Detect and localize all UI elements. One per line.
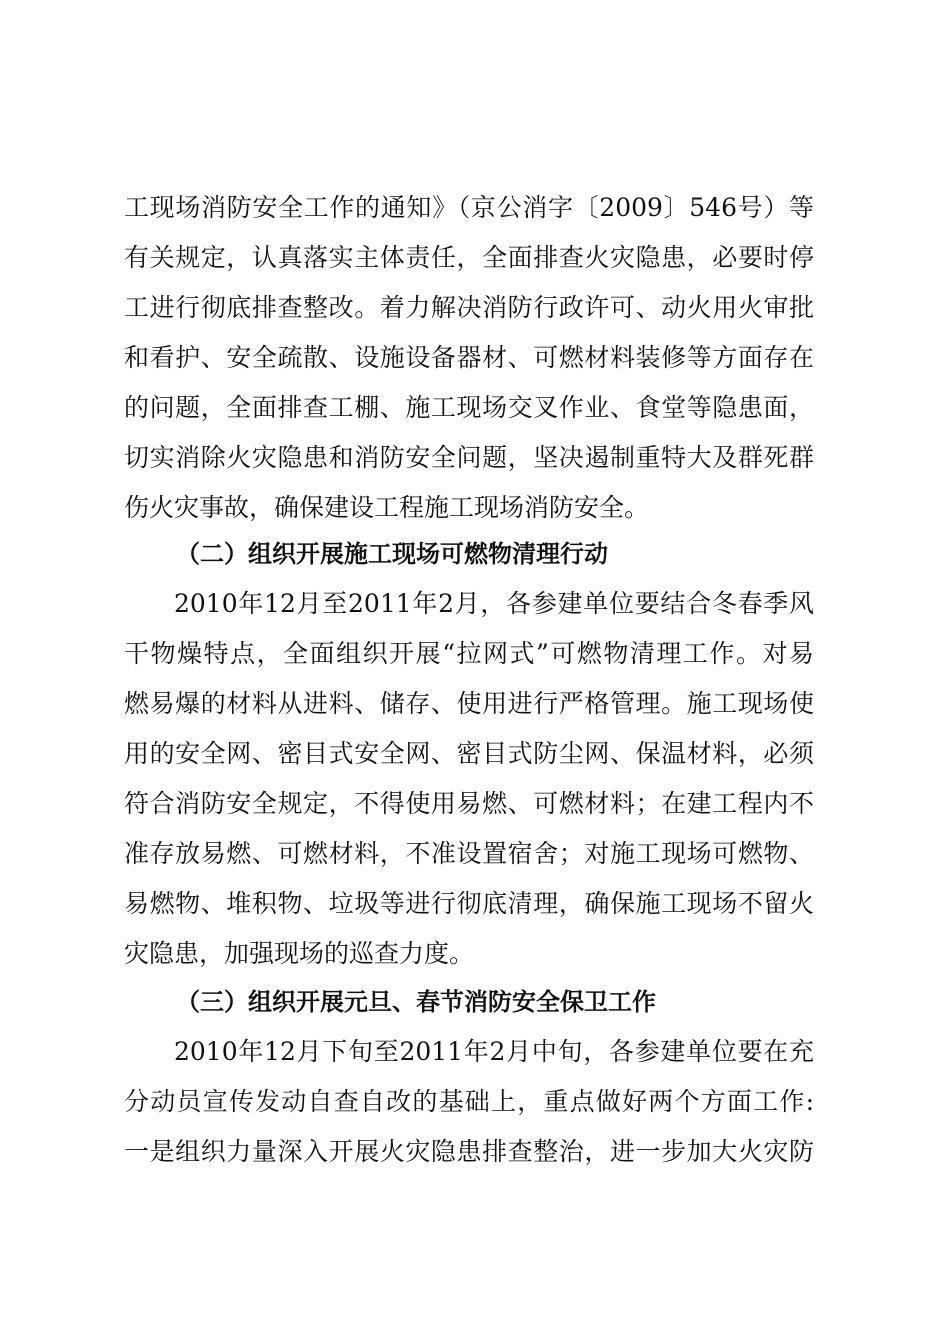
paragraph-line: 干物燥特点，全面组织开展“拉网式”可燃物清理工作。对易: [124, 639, 814, 668]
paragraph-line: 准存放易燃、可燃材料，不准设置宿舍；对施工现场可燃物、: [124, 839, 814, 868]
paragraph-line: 一是组织力量深入开展火灾隐患排查整治，进一步加大火灾防: [124, 1137, 814, 1166]
paragraph-line: 有关规定，认真落实主体责任，全面排查火灾隐患，必要时停: [124, 243, 814, 272]
paragraph-line: 用的安全网、密目式安全网、密目式防尘网、保温材料，必须: [124, 739, 814, 768]
section-heading: （三）组织开展元旦、春节消防安全保卫工作: [176, 988, 656, 1016]
paragraph-line: 的问题，全面排查工棚、施工现场交叉作业、食堂等隐患面，: [124, 393, 814, 422]
paragraph-line: 2010年12月下旬至2011年2月中旬，各参建单位要在充: [174, 1037, 814, 1066]
paragraph-line: 工现场消防安全工作的通知》（京公消字〔2009〕546号）等: [124, 193, 814, 222]
paragraph-line: 分动员宣传发动自查自改的基础上，重点做好两个方面工作:: [124, 1087, 814, 1116]
paragraph-line: 易燃物、堆积物、垃圾等进行彻底清理，确保施工现场不留火: [124, 889, 814, 918]
paragraph-line: 工进行彻底排查整改。着力解决消防行政许可、动火用火审批: [124, 293, 814, 322]
paragraph-line: 切实消除火灾隐患和消防安全问题，坚决遏制重特大及群死群: [124, 443, 814, 472]
paragraph-line: 灾隐患，加强现场的巡查力度。: [124, 939, 475, 968]
section-heading: （二）组织开展施工现场可燃物清理行动: [176, 540, 608, 568]
paragraph-line: 燃易爆的材料从进料、储存、使用进行严格管理。施工现场使: [124, 689, 814, 718]
paragraph-line: 和看护、安全疏散、设施设备器材、可燃材料装修等方面存在: [124, 343, 814, 372]
paragraph-line: 伤火灾事故，确保建设工程施工现场消防安全。: [124, 493, 650, 522]
paragraph-line: 2010年12月至2011年2月，各参建单位要结合冬春季风: [174, 589, 814, 618]
paragraph-line: 符合消防安全规定，不得使用易燃、可燃材料；在建工程内不: [124, 789, 814, 818]
